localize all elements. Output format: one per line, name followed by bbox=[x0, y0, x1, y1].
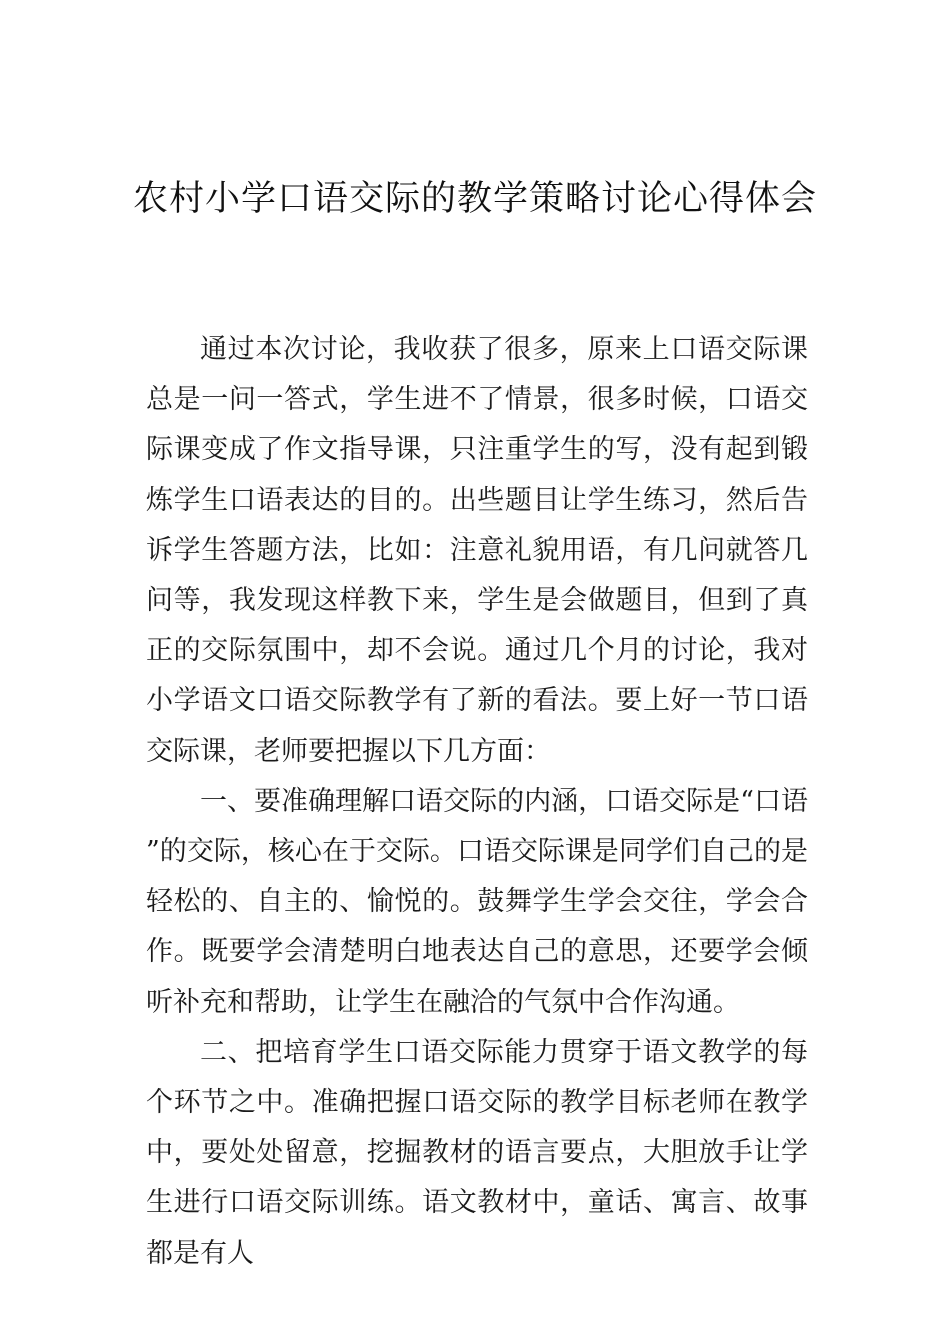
paragraph-point-one: 一、要准确理解口语交际的内涵，口语交际是“口语”的交际，核心在于交际。口语交际课是同学们自己的是轻松的、自主的、愉悦的。鼓舞学生学会交往，学会合作。既要学会清楚明白地表达自己的意思，还要学会倾听补充和帮助，让学生在融洽的气氛中合作沟通。 bbox=[146, 785, 808, 1018]
paragraph-point-two: 二、把培育学生口语交际能力贯穿于语文教学的每个环节之中。准确把握口语交际的教学目标老师在教学中，要处处留意，挖掘教材的语言要点，大胆放手让学生进行口语交际训练。语文教材中，童话、寓言、故事都是有人 bbox=[146, 1036, 808, 1269]
paragraph-intro: 通过本次讨论，我收获了很多，原来上口语交际课总是一问一答式，学生进不了情景，很多时候，口语交际课变成了作文指导课，只注重学生的写，没有起到锻炼学生口语表达的目的。出些题目让学生练习，然后告诉学生答题方法，比如：注意礼貌用语，有几问就答几问等，我发现这样教下来，学生是会做题目，但到了真正的交际氛围中，却不会说。通过几个月的讨论，我对小学语文口语交际教学有了新的看法。要上好一节口语交际课，老师要把握以下几方面： bbox=[146, 334, 808, 767]
document-body bbox=[146, 325, 808, 1279]
document-title: 农村小学口语交际的教学策略讨论心得体会 bbox=[132, 179, 817, 219]
